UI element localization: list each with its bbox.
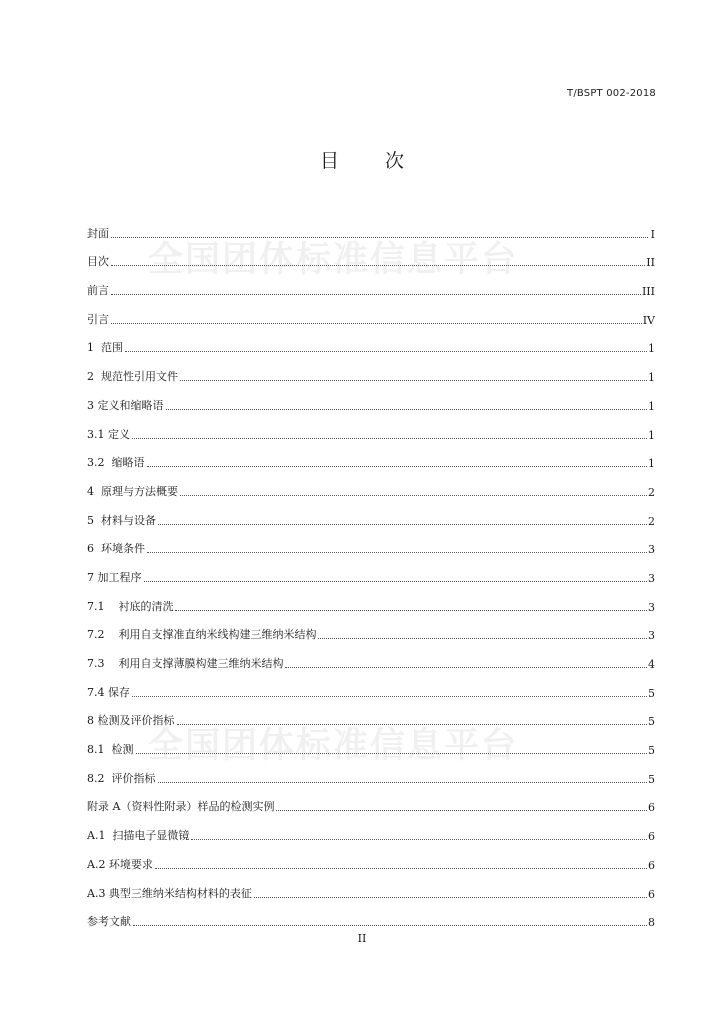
watermark-top: 全国团体标准信息平台: [148, 240, 519, 280]
toc-entry[interactable]: [87, 642, 655, 671]
toc-leader-dots: [177, 723, 648, 725]
toc-leader-dots: [111, 322, 642, 324]
toc-entry-label: 8.1 检测: [87, 743, 134, 757]
toc-entry-label: A.2 环境要求: [87, 857, 153, 871]
toc-entry-page: 3: [648, 571, 655, 585]
toc-entry-page: 5: [648, 686, 655, 700]
toc-entry[interactable]: [87, 298, 655, 327]
toc-entry-page: III: [641, 285, 655, 299]
toc-leader-dots: [191, 838, 647, 840]
toc-leader-dots: [158, 781, 648, 783]
toc-entry-page: 4: [648, 658, 655, 671]
toc-entry-label: 3.2 缩略语: [87, 456, 145, 470]
toc-entry[interactable]: [87, 212, 655, 241]
toc-entry[interactable]: [87, 728, 655, 757]
toc-entry-label: 8 检测及评价指标: [87, 714, 175, 728]
toc-entry[interactable]: [87, 384, 655, 413]
toc-entry-label: 6 环境条件: [87, 542, 145, 556]
toc-entry-page: II: [646, 256, 655, 270]
watermark-bottom: 全国团体标准信息平台: [148, 726, 519, 766]
toc-entry-page: 5: [648, 772, 655, 786]
toc-entry-page: 3: [648, 629, 655, 643]
toc-entry-page: I: [650, 227, 655, 241]
toc-leader-dots: [175, 609, 647, 611]
toc-entry[interactable]: [87, 700, 655, 729]
toc-entry-label: A.3 典型三维纳米结构材料的表征: [87, 886, 252, 900]
toc-entry-label: 2 规范性引用文件: [87, 370, 178, 384]
toc-entry[interactable]: [87, 327, 655, 356]
toc-entry-label: 前言: [87, 284, 109, 298]
toc-leader-dots: [132, 695, 647, 697]
toc-entry-label: 封面: [87, 226, 109, 240]
toc-entry[interactable]: [87, 585, 655, 614]
toc-entry-page: 6: [648, 858, 655, 872]
toc-entry[interactable]: [87, 470, 655, 499]
toc-entry-page: 5: [648, 715, 655, 729]
toc-entry[interactable]: [87, 872, 655, 901]
toc-entry[interactable]: [87, 814, 655, 843]
toc-entry[interactable]: [87, 786, 655, 815]
toc-leader-dots: [125, 350, 647, 352]
toc-entry-page: 3: [648, 543, 655, 557]
toc-entry-page: 6: [648, 801, 655, 815]
toc-leader-dots: [111, 293, 641, 295]
toc-entry[interactable]: [87, 528, 655, 557]
document-code: T/BSPT 002-2018: [567, 88, 656, 99]
toc-entry[interactable]: [87, 671, 655, 700]
toc-entry-page: 5: [648, 744, 655, 758]
table-of-contents: [87, 212, 655, 929]
toc-entry[interactable]: [87, 442, 655, 471]
toc-entry-label: 5 材料与设备: [87, 513, 156, 527]
toc-leader-dots: [147, 551, 647, 553]
toc-entry[interactable]: [87, 901, 655, 930]
toc-leader-dots: [111, 264, 645, 266]
toc-entry-label: 3.1 定义: [87, 427, 130, 441]
toc-leader-dots: [318, 637, 647, 639]
toc-entry-label: 1 范围: [87, 341, 123, 355]
toc-entry-page: 1: [648, 371, 655, 385]
toc-leader-dots: [133, 924, 647, 926]
toc-entry-label: 7.4 保存: [87, 685, 130, 699]
toc-leader-dots: [136, 752, 648, 754]
toc-entry[interactable]: [87, 241, 655, 270]
toc-leader-dots: [155, 867, 647, 869]
toc-entry-page: 6: [648, 887, 655, 901]
toc-entry-label: A.1 扫描电子显微镜: [87, 829, 190, 843]
toc-entry[interactable]: [87, 757, 655, 786]
toc-leader-dots: [254, 896, 647, 898]
toc-leader-dots: [276, 809, 647, 811]
toc-leader-dots: [111, 236, 648, 238]
toc-entry[interactable]: [87, 843, 655, 872]
toc-entry-label: 附录 A（资料性附录）样品的检测实例: [87, 800, 275, 814]
toc-leader-dots: [180, 494, 647, 496]
toc-entry-label: 7 加工程序: [87, 570, 142, 584]
toc-entry[interactable]: [87, 355, 655, 384]
toc-entry-label: 7.3 利用自支撑薄膜构建三维纳米结构: [87, 657, 284, 670]
toc-entry-page: 1: [648, 428, 655, 442]
toc-entry-page: 3: [648, 600, 655, 614]
page-title: 目 次: [319, 150, 425, 172]
toc-entry[interactable]: [87, 269, 655, 298]
toc-leader-dots: [132, 437, 647, 439]
toc-entry-page: 1: [648, 342, 655, 356]
toc-entry-label: 7.1 衬底的清洗: [87, 599, 174, 613]
toc-entry-page: 6: [648, 830, 655, 844]
toc-entry-label: 参考文献: [87, 915, 131, 929]
toc-leader-dots: [147, 465, 648, 467]
toc-entry[interactable]: [87, 556, 655, 585]
toc-leader-dots: [180, 379, 647, 381]
toc-entry-page: IV: [642, 313, 655, 327]
toc-entry[interactable]: [87, 499, 655, 528]
toc-entry-page: 2: [648, 514, 655, 528]
toc-entry-label: 4 原理与方法概要: [87, 484, 178, 498]
toc-entry[interactable]: [87, 413, 655, 442]
toc-entry-page: 1: [648, 457, 655, 471]
toc-entry-label: 引言: [87, 312, 109, 326]
page-number: II: [357, 932, 367, 945]
toc-entry-page: 1: [648, 399, 655, 413]
toc-leader-dots: [144, 580, 648, 582]
toc-entry-label: 3 定义和缩略语: [87, 398, 164, 412]
toc-entry-label: 目次: [87, 255, 109, 269]
toc-entry-label: 8.2 评价指标: [87, 771, 156, 785]
toc-leader-dots: [166, 408, 648, 410]
toc-leader-dots: [285, 666, 647, 668]
toc-leader-dots: [158, 523, 647, 525]
toc-entry[interactable]: [87, 614, 655, 643]
toc-entry-page: 8: [648, 916, 655, 930]
toc-entry-page: 2: [648, 485, 655, 499]
toc-entry-label: 7.2 利用自支撑准直纳米线构建三维纳米结构: [87, 628, 317, 642]
